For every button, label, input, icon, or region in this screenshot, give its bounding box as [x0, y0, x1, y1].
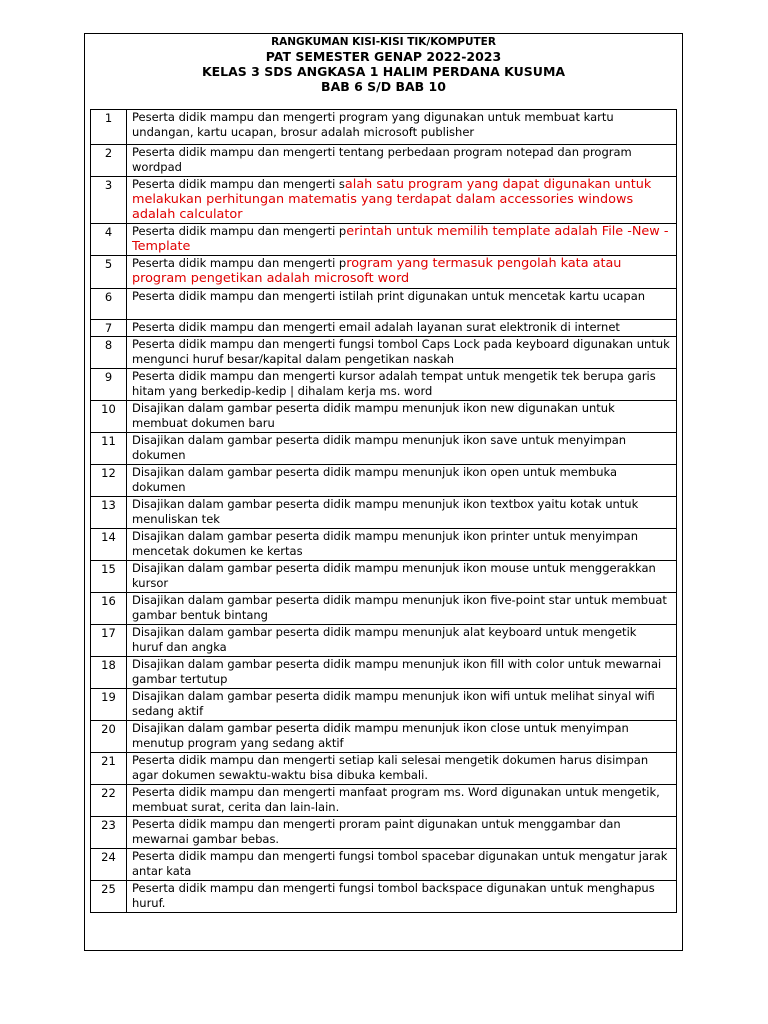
row-description: [127, 256, 677, 289]
row-description: [127, 881, 677, 913]
description-text: Peserta didik mampu dan mengerti kursor adalah tempat untuk mengetik tek berupa garis hitam yang berkedip-kedip | dihalam kerja ms. word: [132, 369, 656, 398]
table-row: [91, 881, 677, 913]
description-text: Peserta didik mampu dan mengerti email adalah layanan surat elektronik di internet: [132, 320, 620, 334]
table-row: [91, 785, 677, 817]
table-row: [91, 497, 677, 529]
table-row: [91, 224, 677, 256]
description-text: Peserta didik mampu dan mengerti program yang digunakan untuk membuat kartu undangan, kartu ucapan, brosur adalah microsoft publisher: [132, 110, 614, 139]
table-row: [91, 256, 677, 289]
description-text: Peserta didik mampu dan mengerti s: [132, 177, 345, 191]
row-description: [127, 817, 677, 849]
description-text: Disajikan dalam gambar peserta didik mampu menunjuk ikon printer untuk menyimpan mencetak dokumen ke kertas: [132, 529, 638, 558]
row-description: [127, 785, 677, 817]
row-description: [127, 401, 677, 433]
row-description: [127, 145, 677, 177]
table-row: [91, 320, 677, 337]
row-number: 23: [91, 817, 127, 849]
table-row: [91, 561, 677, 593]
description-text: Peserta didik mampu dan mengerti p: [132, 224, 347, 238]
row-description: [127, 320, 677, 337]
description-text: Peserta didik mampu dan mengerti manfaat program ms. Word digunakan untuk mengetik, membuat surat, cerita dan lain-lain.: [132, 785, 660, 814]
row-number: 17: [91, 625, 127, 657]
highlighted-text: erintah untuk memilih template adalah File -New - Template: [132, 224, 669, 254]
table-row: [91, 433, 677, 465]
description-text: Peserta didik mampu dan mengerti istilah print digunakan untuk mencetak kartu ucapan: [132, 289, 646, 303]
header-chapters: BAB 6 S/D BAB 10: [321, 79, 446, 94]
row-description: [127, 625, 677, 657]
description-text: Peserta didik mampu dan mengerti proram paint digunakan untuk menggambar dan mewarnai gambar bebas.: [132, 817, 621, 846]
row-number: 14: [91, 529, 127, 561]
table-row: [91, 753, 677, 785]
row-number: 2: [91, 145, 127, 177]
header-title: RANGKUMAN KISI-KISI TIK/KOMPUTER: [271, 36, 496, 48]
table-row: [91, 849, 677, 881]
table-row: [91, 401, 677, 433]
row-number: 15: [91, 561, 127, 593]
table-row: [91, 529, 677, 561]
kisi-table: [90, 109, 677, 913]
description-text: Peserta didik mampu dan mengerti fungsi tombol backspace digunakan untuk menghapus huruf.: [132, 881, 655, 910]
description-text: Disajikan dalam gambar peserta didik mampu menunjuk ikon textbox yaitu kotak untuk menuliskan tek: [132, 497, 639, 526]
row-description: [127, 433, 677, 465]
row-description: [127, 177, 677, 224]
row-number: 18: [91, 657, 127, 689]
table-row: [91, 625, 677, 657]
description-text: Disajikan dalam gambar peserta didik mampu menunjuk ikon open untuk membuka dokumen: [132, 465, 618, 494]
table-row: [91, 817, 677, 849]
row-number: 3: [91, 177, 127, 224]
table-row: [91, 369, 677, 401]
table-row: [91, 721, 677, 753]
row-number: 7: [91, 320, 127, 337]
highlighted-text: alah satu program yang dapat digunakan untuk melakukan perhitungan matematis yang terdapat dalam accessories windows adalah calculator: [132, 177, 652, 222]
description-text: Disajikan dalam gambar peserta didik mampu menunjuk ikon new digunakan untuk membuat dokumen baru: [132, 401, 615, 430]
description-text: Disajikan dalam gambar peserta didik mampu menunjuk ikon fill with color untuk mewarnai gambar tertutup: [132, 657, 662, 686]
row-description: [127, 369, 677, 401]
table-row: [91, 657, 677, 689]
row-description: [127, 849, 677, 881]
description-text: Disajikan dalam gambar peserta didik mampu menunjuk ikon save untuk menyimpan dokumen: [132, 433, 627, 462]
row-number: 6: [91, 289, 127, 320]
description-text: Disajikan dalam gambar peserta didik mampu menunjuk ikon close untuk menyimpan menutup program yang sedang aktif: [132, 721, 629, 750]
description-text: Disajikan dalam gambar peserta didik mampu menunjuk ikon mouse untuk menggerakkan kursor: [132, 561, 656, 590]
row-description: [127, 337, 677, 369]
kisi-table-body: [91, 110, 677, 913]
highlighted-text: rogram yang termasuk pengolah kata atau program pengetikan adalah microsoft word: [132, 256, 622, 286]
row-number: 12: [91, 465, 127, 497]
row-description: [127, 289, 677, 320]
row-number: 10: [91, 401, 127, 433]
row-number: 20: [91, 721, 127, 753]
row-number: 8: [91, 337, 127, 369]
row-description: [127, 721, 677, 753]
row-description: [127, 689, 677, 721]
description-text: Disajikan dalam gambar peserta didik mampu menunjuk ikon five-point star untuk membuat gambar bentuk bintang: [132, 593, 667, 622]
table-row: [91, 689, 677, 721]
table-row: [91, 465, 677, 497]
row-number: 4: [91, 224, 127, 256]
description-text: Peserta didik mampu dan mengerti p: [132, 256, 347, 270]
row-number: 5: [91, 256, 127, 289]
description-text: Peserta didik mampu dan mengerti fungsi tombol Caps Lock pada keyboard digunakan untuk mengunci huruf besar/kapital dalam pengetikan naskah: [132, 337, 670, 366]
row-number: 19: [91, 689, 127, 721]
document-header: [84, 36, 683, 94]
table-row: [91, 145, 677, 177]
description-text: Peserta didik mampu dan mengerti tentang perbedaan program notepad dan program wordpad: [132, 145, 632, 174]
row-description: [127, 465, 677, 497]
row-number: 1: [91, 110, 127, 145]
row-number: 25: [91, 881, 127, 913]
row-description: [127, 224, 677, 256]
row-description: [127, 753, 677, 785]
row-number: 16: [91, 593, 127, 625]
table-row: [91, 289, 677, 320]
row-number: 22: [91, 785, 127, 817]
row-description: [127, 561, 677, 593]
header-class: KELAS 3 SDS ANGKASA 1 HALIM PERDANA KUSUMA: [201, 64, 566, 79]
description-text: Peserta didik mampu dan mengerti fungsi tombol spacebar digunakan untuk mengatur jarak antar kata: [132, 849, 668, 878]
row-number: 24: [91, 849, 127, 881]
table-row: [91, 593, 677, 625]
table-row: [91, 110, 677, 145]
description-text: Disajikan dalam gambar peserta didik mampu menunjuk alat keyboard untuk mengetik huruf dan angka: [132, 625, 637, 654]
description-text: Disajikan dalam gambar peserta didik mampu menunjuk ikon wifi untuk melihat sinyal wifi sedang aktif: [132, 689, 655, 718]
row-number: 21: [91, 753, 127, 785]
table-row: [91, 177, 677, 224]
row-description: [127, 110, 677, 145]
row-number: 9: [91, 369, 127, 401]
row-description: [127, 657, 677, 689]
header-exam: PAT SEMESTER GENAP 2022-2023: [265, 49, 502, 64]
row-description: [127, 593, 677, 625]
row-description: [127, 529, 677, 561]
description-text: Peserta didik mampu dan mengerti setiap kali selesai mengetik dokumen harus disimpan agar dokumen sewaktu-waktu bisa dibuka kembali.: [132, 753, 649, 782]
row-description: [127, 497, 677, 529]
row-number: 13: [91, 497, 127, 529]
table-row: [91, 337, 677, 369]
row-number: 11: [91, 433, 127, 465]
